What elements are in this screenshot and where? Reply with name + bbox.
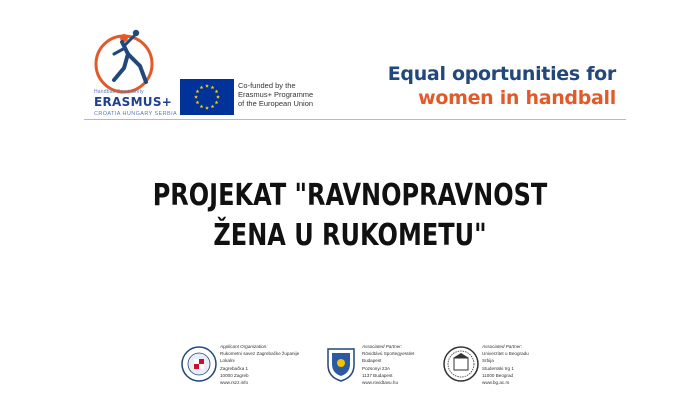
partner-associated-2	[442, 343, 572, 387]
erasmus-plus: +	[161, 95, 173, 109]
project-tagline	[388, 62, 616, 110]
tagline-line-2: women in handball	[418, 87, 616, 109]
title-line-2: ŽENA U RUKOMETU"	[213, 218, 487, 253]
partner-line: Zagrebačka 1	[220, 365, 249, 371]
header-divider	[84, 119, 626, 120]
partner-role: Associated Partner:	[362, 344, 403, 349]
partner-line: www.bg.ac.rs	[482, 380, 510, 386]
tagline-line-1: Equal oportunities for	[387, 63, 616, 85]
erasmus-word: ERASMUS	[94, 95, 162, 109]
partner-line: www.rovidtavu.hu	[362, 380, 399, 386]
eu-text-line: of the European Union	[238, 99, 314, 108]
partner-logos	[180, 343, 540, 387]
partner-role: Associated Partner:	[482, 344, 523, 349]
partner-line: Budapest	[362, 358, 382, 364]
partner-text	[220, 343, 299, 386]
page-title	[70, 176, 630, 256]
partner-line: 1137 Budapest	[362, 372, 393, 378]
handball-player-icon	[84, 24, 180, 96]
eu-cofunded-text	[238, 81, 313, 108]
partner-applicant	[180, 343, 310, 387]
partner-name: Univerzitet u Beogradu	[482, 351, 529, 357]
partner-associated-1	[322, 343, 452, 387]
partner-line: Lokalni	[220, 358, 235, 364]
erasmus-small-text: Handball Sport Unity	[94, 89, 144, 95]
partner-name: Rövidtávú Sportegyesület	[362, 351, 415, 357]
partner-line: Studentski trg 1	[482, 365, 514, 371]
partner-role: Applicant Organization:	[220, 344, 268, 349]
title-line-1: PROJEKAT "RAVNOPRAVNOST	[152, 178, 548, 213]
partner-text	[482, 343, 529, 386]
partner-line: 11000 Beograd	[482, 372, 514, 378]
eu-flag-icon	[180, 79, 234, 115]
erasmus-wordmark	[94, 95, 172, 109]
university-seal-icon	[442, 345, 480, 383]
partner-line: 10000 Zagreb	[220, 372, 249, 378]
partner-line: www.rszz.info	[220, 380, 249, 386]
partner-text	[362, 343, 414, 386]
partner-line: Pozsonyi 23A	[362, 365, 391, 371]
eu-text-line: Co-funded by the	[238, 81, 296, 90]
header	[0, 0, 700, 122]
sport-club-crest-icon	[322, 345, 360, 383]
partner-line: Srbija	[482, 358, 494, 364]
erasmus-logo	[84, 24, 180, 120]
rszz-seal-icon	[180, 345, 218, 383]
erasmus-countries: CROATIA HUNGARY SERBIA	[94, 111, 178, 117]
eu-text-line: Erasmus+ Programme	[238, 90, 314, 99]
partner-name: Rukometni savez Zagrebačke županije	[220, 351, 300, 357]
